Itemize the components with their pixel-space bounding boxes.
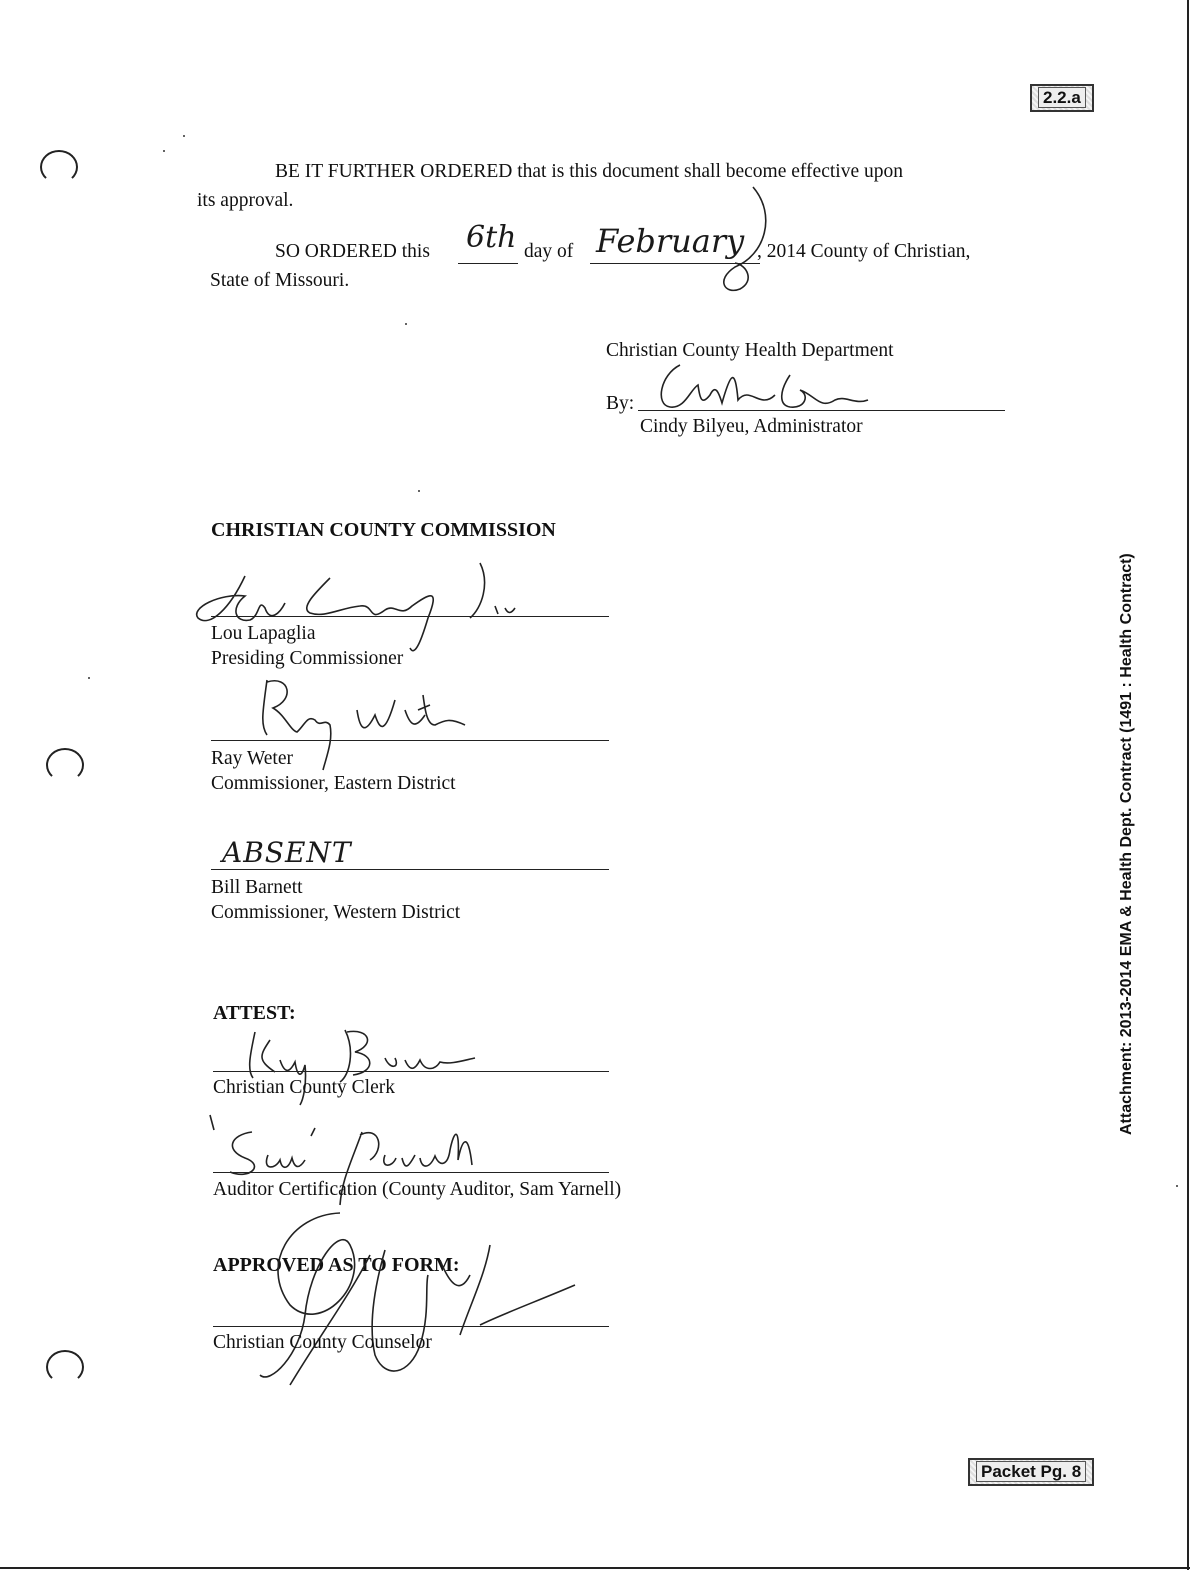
day-of-label: day of <box>524 241 574 262</box>
scan-speck <box>405 323 407 325</box>
by-label: By: <box>606 393 635 414</box>
barnett-signature-line <box>211 869 609 870</box>
binder-hole-middle <box>46 748 84 782</box>
attachment-side-note: Attachment: 2013-2014 EMA & Health Dept. Contract (1491 : Health Contract) <box>1118 553 1135 1135</box>
binder-hole-bottom <box>46 1350 84 1384</box>
scan-speck <box>88 677 90 679</box>
member-name-weter: Ray Weter <box>211 748 293 769</box>
member-name-lapaglia: Lou Lapaglia <box>211 623 316 644</box>
agenda-item-stamp <box>1030 84 1094 112</box>
packet-page-label: Packet Pg. 8 <box>976 1461 1086 1482</box>
counselor-label: Christian County Counselor <box>213 1332 432 1353</box>
auditor-label: Auditor Certification (County Auditor, Sam Yarnell) <box>213 1179 622 1200</box>
clerk-label: Christian County Clerk <box>213 1077 395 1098</box>
scan-speck <box>418 490 420 492</box>
handwritten-month: February <box>596 222 745 260</box>
page-border-right <box>1187 0 1189 1570</box>
agenda-item-label: 2.2.a <box>1038 87 1086 108</box>
month-flourish-mark <box>705 185 775 295</box>
member-title-lapaglia: Presiding Commissioner <box>211 648 404 669</box>
counselor-signature <box>250 1205 580 1405</box>
health-dept-org: Christian County Health Department <box>606 340 894 361</box>
yarnell-signature <box>210 1110 500 1220</box>
absent-mark: ABSENT <box>222 836 352 869</box>
binder-hole-top <box>40 150 78 184</box>
so-ordered-label: SO ORDERED this <box>275 241 430 262</box>
member-title-barnett: Commissioner, Western District <box>211 902 461 923</box>
state-label: State of Missouri. <box>210 270 350 291</box>
scan-speck <box>163 150 165 152</box>
year-county-label: , 2014 County of Christian, <box>757 241 971 262</box>
order-paragraph-line1: BE IT FURTHER ORDERED that is this document shall become effective upon <box>275 161 903 182</box>
order-paragraph-line2: its approval. <box>197 190 294 211</box>
attest-heading: ATTEST: <box>213 1002 296 1024</box>
day-blank-line <box>458 263 518 264</box>
member-name-barnett: Bill Barnett <box>211 877 303 898</box>
handwritten-day: 6th <box>466 220 517 255</box>
health-dept-signer: Cindy Bilyeu, Administrator <box>640 416 863 437</box>
page-border-bottom <box>0 1567 1190 1569</box>
scan-speck <box>1176 1185 1178 1187</box>
member-title-weter: Commissioner, Eastern District <box>211 773 456 794</box>
approved-heading: APPROVED AS TO FORM: <box>213 1254 460 1276</box>
scan-speck <box>183 135 185 137</box>
packet-page-stamp <box>968 1458 1094 1486</box>
commission-heading: CHRISTIAN COUNTY COMMISSION <box>211 519 556 541</box>
